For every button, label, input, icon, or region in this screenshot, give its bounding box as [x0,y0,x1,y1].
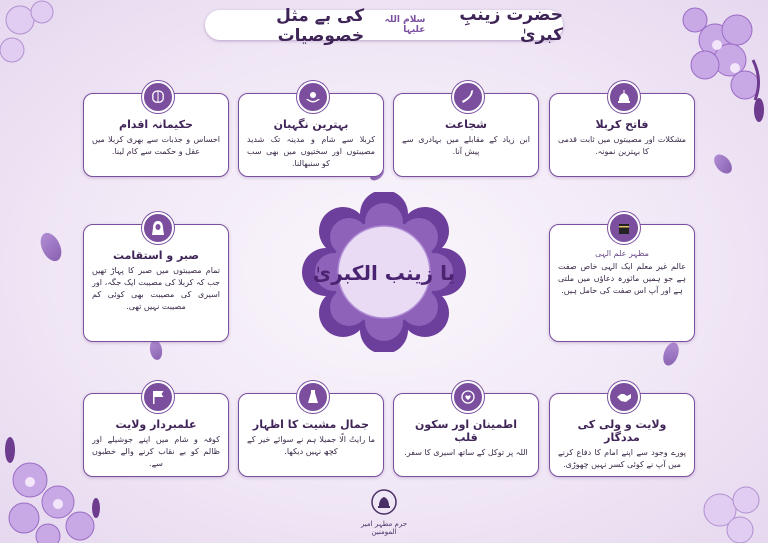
card-title: حکیمانہ اقدام [119,118,193,131]
handshake-icon [608,381,640,413]
card-behtareen-nigehban [238,93,384,177]
central-calligraphy-medallion [289,192,479,352]
card-body: ابن زیاد کے مقابلے میں بہادری سے پیش آنا. [402,135,530,156]
flower-decoration-bottom-right [670,470,768,543]
card-body: مشکلات اور مصیبتوں میں ثابت قدمی کا بہترین نمونہ. [558,135,686,156]
title-part2: کی بے مثل خصوصیات [276,5,365,46]
flower-decoration-top-left [0,0,70,80]
card-title: بہترین نگہبان [273,118,349,131]
card-body: کربلا سے شام و مدینہ تک شدید مصیبتوں اور سختیوں میں بھی سب کو سنبھالنا. [247,135,375,168]
card-shujaat [393,93,539,177]
card-fateh-karbala [549,93,695,177]
petal-decoration [37,230,66,265]
card-body: پورے وجود سے اپنے امام کا دفاع کرنے میں آپ نے کوئی کسر نہیں چھوڑی. [558,448,686,469]
card-title: مظہر علم الہی [595,249,649,258]
card-title: جمال مشیت کا اظہار [252,418,370,431]
card-hakeemana-iqdam [83,93,229,177]
title-part1: حضرت زینبِ کبریٰ [459,5,563,45]
petal-decoration [660,340,681,367]
caring-hands-icon [297,81,329,113]
logo-text: حرم مطہر امیر المومنین [360,520,408,536]
flag-icon [142,381,174,413]
title-honorific: سلام اللہ علیہا [384,15,426,35]
card-wilayat-ki-madadgar [549,393,695,477]
card-title: صبر و استقامت [112,249,200,262]
kaaba-icon [608,212,640,244]
card-body: تمام مصیبتوں میں صبر کا پہاڑ تھیں جب کہ کربلا کی مصیبت ایک جگہ، اور اسیری کی مصیبت بھی کوئی کم مصیبت نہیں تھی. [92,266,220,311]
sword-icon [452,81,484,113]
card-body: ما رایتُ الّا جمیلا ہم نے سوائے خیر کے کچھ نہیں دیکھا. [247,435,375,456]
card-title: علمبردار ولایت [115,418,197,431]
card-title: فاتح کربلا [595,118,649,131]
card-body: احساس و جذبات سے بھری کربلا میں عقل و حکمت سے کام لینا. [92,135,220,156]
flask-icon [297,381,329,413]
medallion-text: یا زینب الکبریٰ [312,261,456,285]
dome-icon [608,81,640,113]
card-title: شجاعت [444,118,488,131]
card-sabr-o-istiqamat [83,224,229,342]
card-body: کوفہ و شام میں اپنے جوشیلے اور ظالم کو بے نقاب کرنے والے خطبوں سے. [92,435,220,468]
heart-icon [452,381,484,413]
card-mazhar-ilm-ilahi [549,224,695,342]
page-title [205,5,563,46]
card-body: اللہ پر توکل کے ساتھ اسیری کا سفر. [404,448,528,457]
card-title: اطمینان اور سکون قلب [414,418,518,444]
card-itminan-sukoon-qalb [393,393,539,477]
card-body: عالم غیر معلم ایک الہی خاص صفت ہے جو ہمیں ماثورہ دعاؤں میں ملتی ہے اور آپ اس صفت کی حامل ہیں. [558,262,686,295]
card-jamal-mashiyat [238,393,384,477]
veiled-woman-icon [142,212,174,244]
card-title: ولایت و ولی کی مددگار [577,418,667,444]
shrine-logo [355,488,413,538]
brain-icon [142,81,174,113]
card-alambardar-wilayat [83,393,229,477]
petal-decoration [711,151,736,177]
shrine-emblem-icon [370,488,398,516]
petal-decoration [148,339,163,361]
